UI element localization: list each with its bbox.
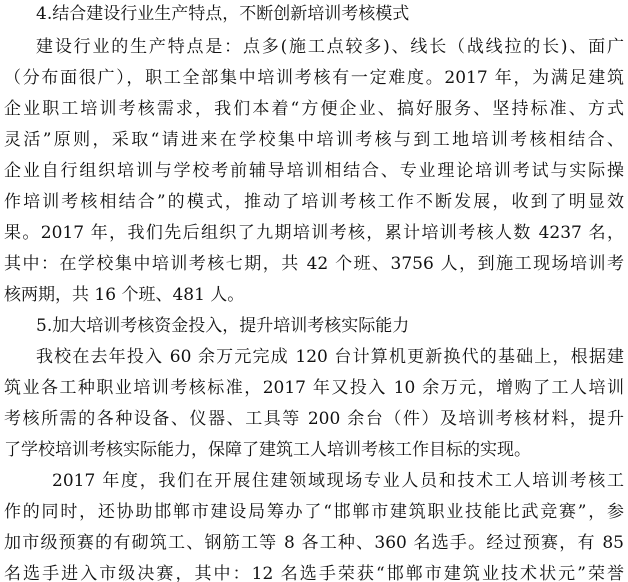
paragraph-line: 了学校培训考核实际能力，保障了建筑工人培训考核工作目标的实现。 [4, 440, 531, 460]
paragraph-line: 作的同时，还协助邯郸市建设局筹办了“邯郸市建筑职业技能比武竞赛”，参 [4, 502, 624, 522]
paragraph-line: 名选手进入市级决赛，其中：12 名选手荣获“邯郸市建筑业技术状元”荣誉 [4, 564, 624, 582]
paragraph-line: 果。2017 年，我们先后组织了九期培训考核，累计培训考核人数 4237 名， [4, 223, 624, 243]
paragraph-line: 企业自行组织培训与学校考前辅导培训相结合、专业理论培训考试与实际操 [4, 161, 624, 181]
paragraph-line: 2017 年度，我们在开展住建领域现场专业人员和技术工人培训考核工 [52, 471, 624, 491]
paragraph-line: 考核所需的各种设备、仪器、工具等 200 余台（件）及培训考核材料，提升 [4, 409, 624, 429]
paragraph-line: 灵活”原则，采取“请进来在学校集中培训考核与到工地培训考核相结合、 [4, 130, 624, 150]
paragraph-line: 加市级预赛的有砌筑工、钢筋工等 8 各工种、360 名选手。经过预赛，有 85 [4, 533, 624, 553]
paragraph-line: 筑业各工种职业培训考核标准，2017 年又投入 10 余万元，增购了工人培训 [4, 378, 624, 398]
paragraph-line: （分布面很广），职工全部集中培训考核有一定难度。2017 年，为满足建筑 [4, 68, 624, 88]
paragraph-line: 其中：在学校集中培训考核七期，共 42 个班、3756 人，到施工现场培训考 [4, 254, 624, 274]
paragraph-line: 企业职工培训考核需求，我们本着“方便企业、搞好服务、坚持标准、方式 [4, 99, 624, 119]
paragraph-line: 我校在去年投入 60 余万元完成 120 台计算机更新换代的基础上，根据建 [36, 347, 624, 367]
section-heading-4: 4.结合建设行业生产特点，不断创新培训考核模式 [36, 4, 410, 24]
paragraph-line: 核两期，共 16 个班、481 人。 [4, 285, 245, 305]
section-heading-5: 5.加大培训考核资金投入，提升培训考核实际能力 [36, 316, 410, 336]
paragraph-line: 作培训考核相结合”的模式，推动了培训考核工作不断发展，收到了明显效 [4, 192, 624, 212]
paragraph-line: 建设行业的生产特点是：点多(施工点较多)、线长（战线拉的长)、面广 [36, 37, 624, 57]
